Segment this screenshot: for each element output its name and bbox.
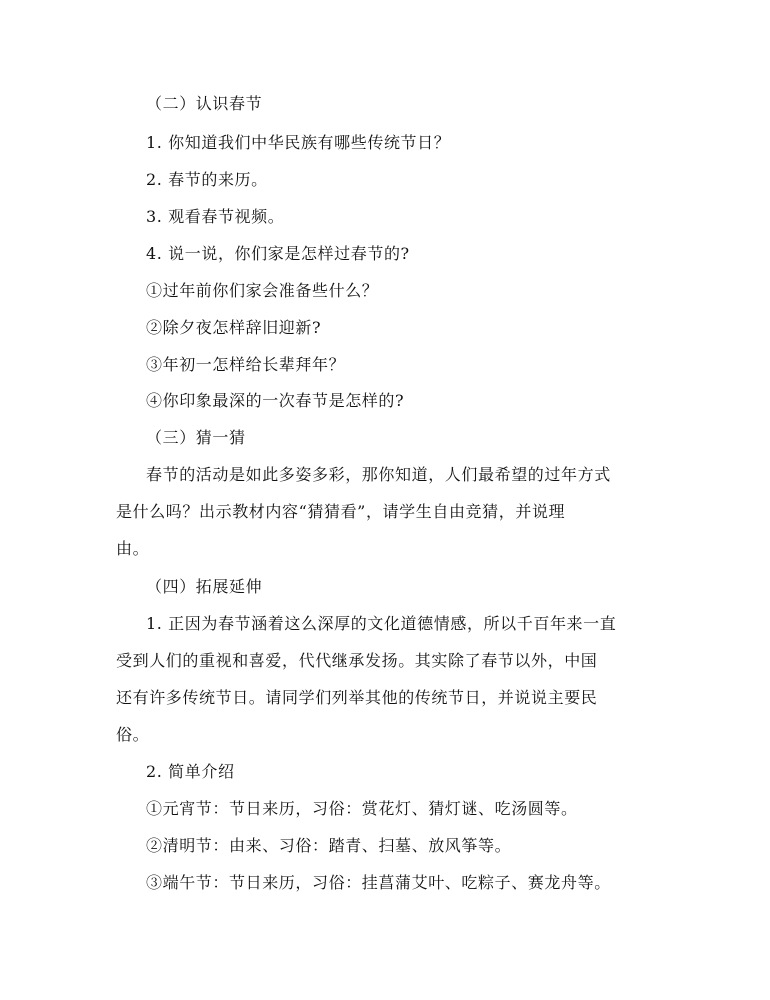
sub-item-1: ①过年前你们家会准备些什么？ [146, 281, 379, 300]
list-item-4: 4. 说一说，你们家是怎样过春节的? [146, 244, 410, 263]
sub-item-3: ③年初一怎样给长辈拜年？ [146, 355, 346, 374]
sub-item: ①元宵节：节日来历，习俗：赏花灯、猜灯谜、吃汤圆等。 [146, 799, 578, 818]
sub-item-4: ④你印象最深的一次春节是怎样的? [146, 391, 405, 410]
paragraph-line: 受到人们的重视和喜爱，代代继承发扬。其实除了春节以外，中国 [116, 651, 598, 670]
paragraph-line: 俗。 [116, 725, 150, 744]
sub-item: ②清明节：由来、习俗：踏青、扫墓、放风筝等。 [146, 836, 512, 855]
paragraph-line: 由。 [116, 539, 150, 558]
section-heading-3: （三）猜一猜 [146, 428, 246, 447]
section-heading-4: （四）拓展延伸 [146, 577, 263, 596]
list-item-3: 3. 观看春节视频。 [146, 207, 285, 226]
paragraph-line: 还有许多传统节日。请同学们列举其他的传统节日，并说说主要民 [116, 688, 598, 707]
paragraph-line: 春节的活动是如此多姿多彩，那你知道，人们最希望的过年方式 [146, 465, 611, 484]
sub-item: ③端午节：节日来历，习俗：挂菖蒲艾叶、吃粽子、赛龙舟等。 [146, 873, 611, 892]
sub-item-2: ②除夕夜怎样辞旧迎新? [146, 318, 322, 337]
paragraph-line: 1. 正因为春节涵着这么深厚的文化道德情感，所以千百年来一直 [146, 614, 617, 633]
paragraph-line: 是什么吗？出示教材内容“猜猜看”，请学生自由竞猜，并说理 [116, 502, 566, 521]
section-heading-2: （二）认识春节 [146, 94, 263, 113]
list-item-2: 2. 春节的来历。 [146, 170, 268, 189]
list-item: 2. 简单介绍 [146, 762, 235, 781]
list-item-1: 1. 你知道我们中华民族有哪些传统节日？ [146, 133, 451, 152]
